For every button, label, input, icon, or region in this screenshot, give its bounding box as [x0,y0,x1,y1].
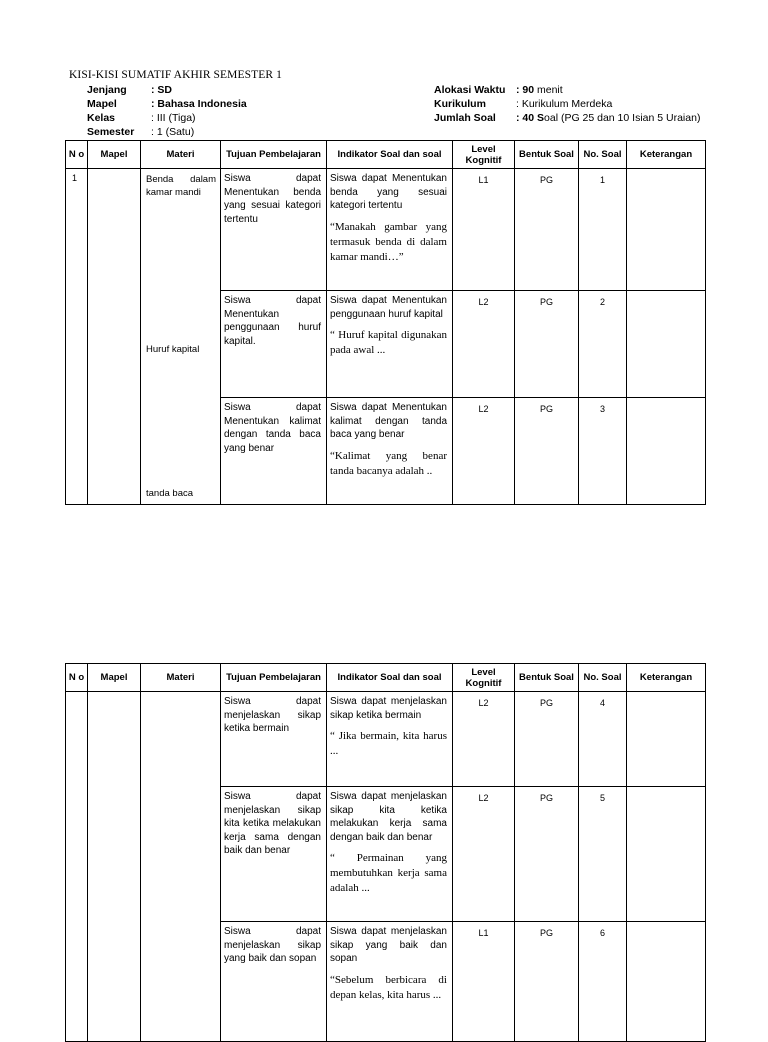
header-mapel: Mapel [88,141,141,169]
meta-label: Jenjang [87,84,127,96]
table-header-row [66,141,706,169]
header-indikator: Indikator Soal dan soal [327,664,453,692]
header-no: N o [66,664,88,692]
cell-no [66,692,88,1042]
document-title: KISI-KISI SUMATIF AKHIR SEMESTER 1 [69,69,282,81]
meta-label: Alokasi Waktu [434,84,506,96]
header-materi: Materi [141,664,221,692]
question-text: “Sebelum berbicara di depan kelas, kita harus ... [330,973,447,1001]
meta-value: : SD [151,84,172,96]
indikator-text: Siswa dapat Menentukan penggunaan huruf kapital [330,295,447,320]
cell-no-soal: 4 [579,692,627,787]
cell-mapel [88,169,141,505]
cell-indikator [327,787,453,922]
header-tujuan: Tujuan Pembelajaran [221,664,327,692]
meta-label: Kurikulum [434,98,486,110]
question-text: “ Permainan yang membutuhkan kerja sama adalah ... [330,852,447,894]
meta-value: : 1 (Satu) [151,126,195,138]
materi-text: tanda baca [146,488,194,499]
question-text: “ Huruf kapital digunakan pada awal ... [330,329,447,356]
materi-text: kamar mandi [146,187,201,198]
header-level: Level Kognitif [453,664,515,692]
meta-right [434,83,754,125]
cell-level: L2 [453,692,515,787]
question-text: “Kalimat yang benar tanda bacanya adalah .. [330,449,447,477]
header-keterangan: Keterangan [627,141,706,169]
header-no-soal: No. Soal [579,664,627,692]
cell-tujuan: Siswa dapat menjelaskan sikap yang baik dan sopan [221,922,327,1042]
cell-no-soal: 1 [579,169,627,291]
cell-no-soal: 5 [579,787,627,922]
cell-indikator [327,291,453,398]
kisi-kisi-table-1 [65,140,706,505]
question-text: “Manakah gambar yang termasuk benda di dalam kamar mandi…” [330,220,447,263]
header-tujuan: Tujuan Pembelajaran [221,141,327,169]
meta-label: Kelas [87,112,116,124]
cell-no-soal: 3 [579,398,627,505]
cell-mapel [88,692,141,1042]
materi-text: Huruf kapital [146,344,200,355]
indikator-text: Siswa dapat menjelaskan sikap ketika bermain [330,696,447,721]
table-row [66,169,706,291]
cell-level: L2 [453,787,515,922]
cell-materi [141,692,221,1042]
cell-tujuan: Siswa dapat Menentukan penggunaan huruf kapital. [221,291,327,398]
meta-value: : 40 Soal (PG 25 dan 10 Isian 5 Uraian) [516,112,701,124]
kisi-kisi-table-2 [65,663,706,1042]
materi-text: Benda dalam [146,174,216,185]
cell-bentuk: PG [515,787,579,922]
header-mapel: Mapel [88,664,141,692]
cell-bentuk: PG [515,291,579,398]
cell-tujuan: Siswa dapat Menentukan kalimat dengan tanda baca yang benar [221,398,327,505]
cell-no-soal: 2 [579,291,627,398]
header-keterangan: Keterangan [627,664,706,692]
indikator-text: Siswa dapat Menentukan kalimat dengan tanda baca yang benar [330,402,447,440]
meta-mapel [87,97,387,111]
header-materi: Materi [141,141,221,169]
cell-no: 1 [66,169,88,505]
indikator-text: Siswa dapat menjelaskan sikap kita ketika melakukan kerja sama dengan baik dan benar [330,791,447,843]
header-level: Level Kognitif [453,141,515,169]
cell-level: L1 [453,922,515,1042]
cell-materi [141,169,221,505]
indikator-text: Siswa dapat Menentukan benda yang sesuai kategori tertentu [330,173,447,211]
header-no-soal: No. Soal [579,141,627,169]
meta-kelas [87,111,387,125]
meta-jenjang [87,83,387,97]
meta-label: Jumlah Soal [434,112,496,124]
cell-bentuk: PG [515,692,579,787]
cell-keterangan [627,291,706,398]
cell-keterangan [627,169,706,291]
cell-no-soal: 6 [579,922,627,1042]
table-row [66,692,706,787]
meta-label: Semester [87,126,135,138]
cell-keterangan [627,787,706,922]
cell-indikator [327,692,453,787]
meta-value: : 90 menit [516,84,563,96]
table-header-row [66,664,706,692]
cell-keterangan [627,692,706,787]
cell-level: L1 [453,169,515,291]
cell-bentuk: PG [515,922,579,1042]
meta-value: : Bahasa Indonesia [151,98,247,110]
cell-tujuan: Siswa dapat Menentukan benda yang sesuai kategori tertentu [221,169,327,291]
header-no: N o [66,141,88,169]
cell-level: L2 [453,291,515,398]
meta-semester [87,125,387,139]
meta-kurikulum [434,97,754,111]
meta-alokasi-waktu [434,83,754,97]
meta-value: : Kurikulum Merdeka [516,98,613,110]
cell-indikator [327,398,453,505]
cell-bentuk: PG [515,398,579,505]
meta-jumlah-soal [434,111,754,125]
cell-level: L2 [453,398,515,505]
question-text: “ Jika bermain, kita harus ... [330,730,447,757]
cell-bentuk: PG [515,169,579,291]
meta-value: : III (Tiga) [151,112,196,124]
header-bentuk: Bentuk Soal [515,664,579,692]
header-bentuk: Bentuk Soal [515,141,579,169]
header-indikator: Indikator Soal dan soal [327,141,453,169]
cell-indikator [327,169,453,291]
cell-tujuan: Siswa dapat menjelaskan sikap kita ketika melakukan kerja sama dengan baik dan benar [221,787,327,922]
indikator-text: Siswa dapat menjelaskan sikap yang baik dan sopan [330,926,447,964]
cell-tujuan: Siswa dapat menjelaskan sikap ketika bermain [221,692,327,787]
meta-left [87,83,387,139]
cell-keterangan [627,398,706,505]
meta-label: Mapel [87,98,117,110]
